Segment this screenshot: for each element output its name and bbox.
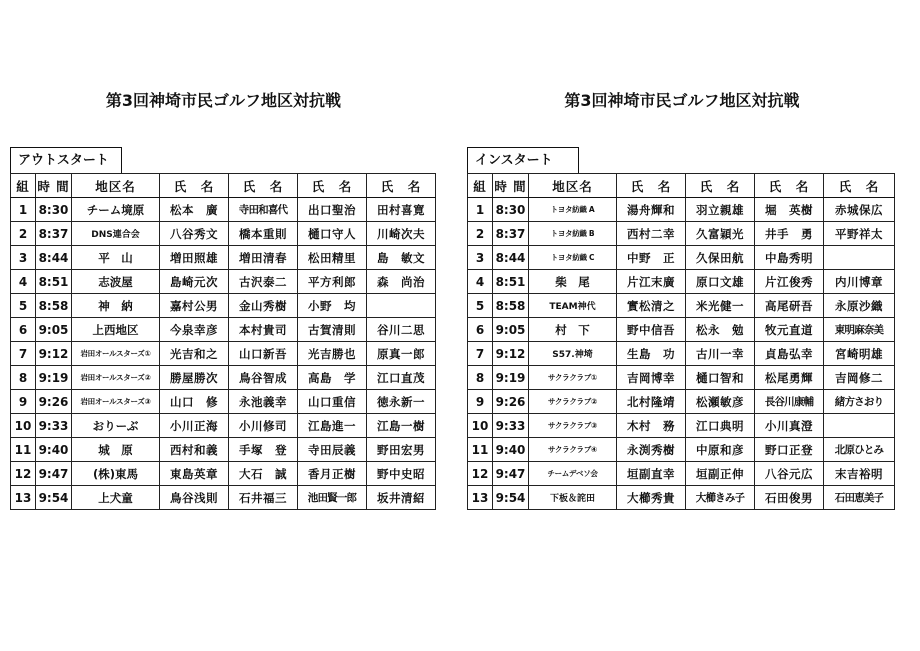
- player-name: 原口文雄: [686, 270, 755, 294]
- player-name: 野口正登: [755, 438, 824, 462]
- column-header: 氏 名: [824, 174, 895, 198]
- group-number: 1: [468, 198, 493, 222]
- schedule-table: [10, 173, 436, 510]
- start-time: 9:26: [493, 390, 529, 414]
- column-header: 氏 名: [755, 174, 824, 198]
- table-row: [468, 318, 895, 342]
- player-name: 永渕秀樹: [617, 438, 686, 462]
- start-time: 9:05: [36, 318, 72, 342]
- table-row: [468, 270, 895, 294]
- player-name: 羽立親雄: [686, 198, 755, 222]
- player-name: 野中信吾: [617, 318, 686, 342]
- player-name: 松本 廣: [160, 198, 229, 222]
- group-number: 12: [468, 462, 493, 486]
- player-name: 高尾研吾: [755, 294, 824, 318]
- table-row: [11, 366, 436, 390]
- group-number: 13: [468, 486, 493, 510]
- player-name: 永原沙織: [824, 294, 895, 318]
- player-name: 東島英章: [160, 462, 229, 486]
- group-number: 4: [468, 270, 493, 294]
- district-name: 柴 尾: [529, 270, 617, 294]
- player-name: 大櫛きみ子: [686, 486, 755, 510]
- start-time: 8:37: [36, 222, 72, 246]
- player-name: 徳永新一: [367, 390, 436, 414]
- table-row: [468, 294, 895, 318]
- player-name: 吉岡修二: [824, 366, 895, 390]
- table-row: [468, 198, 895, 222]
- player-name: 緒方さおり: [824, 390, 895, 414]
- player-name: 島 敏文: [367, 246, 436, 270]
- start-time: 9:19: [36, 366, 72, 390]
- group-number: 1: [11, 198, 36, 222]
- table-row: [11, 462, 436, 486]
- column-header: 氏 名: [160, 174, 229, 198]
- player-name: 實松清之: [617, 294, 686, 318]
- group-number: 6: [11, 318, 36, 342]
- table-row: [11, 486, 436, 510]
- player-name: 中原和彦: [686, 438, 755, 462]
- player-name: 鳥谷浅則: [160, 486, 229, 510]
- table-row: [468, 390, 895, 414]
- player-name: 山口 修: [160, 390, 229, 414]
- player-name: 井手 勇: [755, 222, 824, 246]
- player-name: 八谷秀文: [160, 222, 229, 246]
- player-name: 長谷川康輔: [755, 390, 824, 414]
- table-row: [468, 462, 895, 486]
- start-time: 9:33: [36, 414, 72, 438]
- player-name: 江口典明: [686, 414, 755, 438]
- table-row: [11, 414, 436, 438]
- start-time: 9:12: [36, 342, 72, 366]
- player-name: 生島 功: [617, 342, 686, 366]
- group-number: 10: [11, 414, 36, 438]
- table-row: [468, 438, 895, 462]
- table-row: [468, 414, 895, 438]
- district-name: DNS連合会: [72, 222, 160, 246]
- district-name: 岩田オールスターズ①: [72, 342, 160, 366]
- district-name: S57.神埼: [529, 342, 617, 366]
- district-name: 神 納: [72, 294, 160, 318]
- district-name: トヨタ紡織 A: [529, 198, 617, 222]
- group-number: 13: [11, 486, 36, 510]
- player-name: 貞島弘幸: [755, 342, 824, 366]
- player-name: 出口聖治: [298, 198, 367, 222]
- table-row: [468, 222, 895, 246]
- column-header: 氏 名: [229, 174, 298, 198]
- district-name: サクラクラブ③: [529, 414, 617, 438]
- player-name: [824, 414, 895, 438]
- player-name: 光吉勝也: [298, 342, 367, 366]
- start-time: 8:51: [36, 270, 72, 294]
- table-row: [11, 342, 436, 366]
- start-time: 9:33: [493, 414, 529, 438]
- district-name: サクラクラブ④: [529, 438, 617, 462]
- player-name: [824, 246, 895, 270]
- player-name: 光吉和之: [160, 342, 229, 366]
- player-name: 中島秀明: [755, 246, 824, 270]
- table-row: [11, 390, 436, 414]
- column-header: 時 間: [36, 174, 72, 198]
- group-number: 3: [468, 246, 493, 270]
- player-name: 石田恵美子: [824, 486, 895, 510]
- player-name: 小川正海: [160, 414, 229, 438]
- player-name: 米光健一: [686, 294, 755, 318]
- player-name: 石井福三: [229, 486, 298, 510]
- player-name: 谷川二思: [367, 318, 436, 342]
- table-row: [468, 246, 895, 270]
- start-time: 9:19: [493, 366, 529, 390]
- page-title: 第3回神埼市民ゴルフ地区対抗戦: [105, 91, 342, 110]
- player-name: 片江末廣: [617, 270, 686, 294]
- player-name: 坂井清紹: [367, 486, 436, 510]
- district-name: トヨタ紡織 C: [529, 246, 617, 270]
- table-row: [11, 222, 436, 246]
- player-name: 吉岡博幸: [617, 366, 686, 390]
- district-name: TEAM神代: [529, 294, 617, 318]
- player-name: 平方利郎: [298, 270, 367, 294]
- group-number: 7: [468, 342, 493, 366]
- player-name: 川崎次夫: [367, 222, 436, 246]
- player-name: 江島一樹: [367, 414, 436, 438]
- district-name: 村 下: [529, 318, 617, 342]
- player-name: 江口直茂: [367, 366, 436, 390]
- player-name: 宮崎明雄: [824, 342, 895, 366]
- player-name: 木村 務: [617, 414, 686, 438]
- player-name: 田村喜寛: [367, 198, 436, 222]
- group-number: 11: [11, 438, 36, 462]
- column-header: 氏 名: [617, 174, 686, 198]
- table-row: [11, 246, 436, 270]
- district-name: 岩田オールスターズ②: [72, 366, 160, 390]
- player-name: 松尾勇輝: [755, 366, 824, 390]
- player-name: 牧元直道: [755, 318, 824, 342]
- start-time: 9:47: [36, 462, 72, 486]
- group-number: 9: [468, 390, 493, 414]
- player-name: 永池義幸: [229, 390, 298, 414]
- start-time: 9:05: [493, 318, 529, 342]
- player-name: 山口新吾: [229, 342, 298, 366]
- player-name: 大石 誠: [229, 462, 298, 486]
- player-name: 古賀清則: [298, 318, 367, 342]
- schedule-table: [467, 173, 895, 510]
- start-time: 8:44: [493, 246, 529, 270]
- player-name: 片江俊秀: [755, 270, 824, 294]
- table-row: [11, 270, 436, 294]
- district-name: 上西地区: [72, 318, 160, 342]
- player-name: 赤城保広: [824, 198, 895, 222]
- group-number: 12: [11, 462, 36, 486]
- start-time: 9:54: [36, 486, 72, 510]
- district-name: 上犬童: [72, 486, 160, 510]
- player-name: 八谷元広: [755, 462, 824, 486]
- player-name: 平野祥太: [824, 222, 895, 246]
- start-time: 9:40: [493, 438, 529, 462]
- header-row: [11, 174, 436, 198]
- player-name: [367, 294, 436, 318]
- player-name: 垣副正伸: [686, 462, 755, 486]
- table-row: [11, 438, 436, 462]
- player-name: 嘉村公男: [160, 294, 229, 318]
- district-name: チーム境原: [72, 198, 160, 222]
- group-number: 5: [11, 294, 36, 318]
- start-time: 9:12: [493, 342, 529, 366]
- player-name: 西村和義: [160, 438, 229, 462]
- table-row: [468, 366, 895, 390]
- group-number: 11: [468, 438, 493, 462]
- player-name: 今泉幸彦: [160, 318, 229, 342]
- group-number: 9: [11, 390, 36, 414]
- start-time: 8:44: [36, 246, 72, 270]
- player-name: 松永 勉: [686, 318, 755, 342]
- course-label: アウトスタート: [10, 147, 122, 173]
- district-name: おりーぶ: [72, 414, 160, 438]
- player-name: 北村隆靖: [617, 390, 686, 414]
- player-name: 小野 均: [298, 294, 367, 318]
- start-time: 9:26: [36, 390, 72, 414]
- player-name: 樋口守人: [298, 222, 367, 246]
- column-header: 組: [468, 174, 493, 198]
- table-row: [468, 342, 895, 366]
- start-time: 8:30: [493, 198, 529, 222]
- group-number: 2: [11, 222, 36, 246]
- player-name: 鳥谷智成: [229, 366, 298, 390]
- player-name: 増田清春: [229, 246, 298, 270]
- column-header: 氏 名: [298, 174, 367, 198]
- column-header: 地区名: [529, 174, 617, 198]
- district-name: (株)東馬: [72, 462, 160, 486]
- group-number: 5: [468, 294, 493, 318]
- start-time: 8:51: [493, 270, 529, 294]
- start-time: 8:30: [36, 198, 72, 222]
- player-name: 島崎元次: [160, 270, 229, 294]
- district-name: 岩田オールスターズ③: [72, 390, 160, 414]
- player-name: 久保田航: [686, 246, 755, 270]
- group-number: 7: [11, 342, 36, 366]
- page-title: 第3回神埼市民ゴルフ地区対抗戦: [564, 91, 800, 110]
- player-name: 北原ひとみ: [824, 438, 895, 462]
- group-number: 3: [11, 246, 36, 270]
- player-name: 原真一郎: [367, 342, 436, 366]
- player-name: 樋口智和: [686, 366, 755, 390]
- district-name: 志波屋: [72, 270, 160, 294]
- player-name: 池田賢一郎: [298, 486, 367, 510]
- column-header: 地区名: [72, 174, 160, 198]
- player-name: 久富穎光: [686, 222, 755, 246]
- player-name: 湯舟輝和: [617, 198, 686, 222]
- group-number: 8: [468, 366, 493, 390]
- player-name: 大櫛秀貴: [617, 486, 686, 510]
- player-name: 増田照雄: [160, 246, 229, 270]
- table-row: [11, 198, 436, 222]
- start-time: 8:37: [493, 222, 529, 246]
- player-name: 高島 学: [298, 366, 367, 390]
- start-time: 8:58: [36, 294, 72, 318]
- column-header: 時 間: [493, 174, 529, 198]
- player-name: 香月正樹: [298, 462, 367, 486]
- player-name: 堀 英樹: [755, 198, 824, 222]
- group-number: 2: [468, 222, 493, 246]
- district-name: サクラクラブ①: [529, 366, 617, 390]
- district-name: 下板＆詫田: [529, 486, 617, 510]
- start-time: 9:47: [493, 462, 529, 486]
- table-row: [468, 486, 895, 510]
- district-name: トヨタ紡織 B: [529, 222, 617, 246]
- player-name: 本村貴司: [229, 318, 298, 342]
- header-row: [468, 174, 895, 198]
- player-name: 手塚 登: [229, 438, 298, 462]
- player-name: 寺田和喜代: [229, 198, 298, 222]
- player-name: 小川修司: [229, 414, 298, 438]
- district-name: チームデベソ会: [529, 462, 617, 486]
- player-name: 中野 正: [617, 246, 686, 270]
- player-name: 内川博章: [824, 270, 895, 294]
- column-header: 氏 名: [367, 174, 436, 198]
- player-name: 松田精里: [298, 246, 367, 270]
- player-name: 垣副直幸: [617, 462, 686, 486]
- player-name: 東明麻奈美: [824, 318, 895, 342]
- district-name: 城 原: [72, 438, 160, 462]
- player-name: 橋本重則: [229, 222, 298, 246]
- group-number: 8: [11, 366, 36, 390]
- player-name: 山口重信: [298, 390, 367, 414]
- player-name: 野中史昭: [367, 462, 436, 486]
- course-label: インスタート: [467, 147, 579, 173]
- group-number: 6: [468, 318, 493, 342]
- player-name: 森 尚治: [367, 270, 436, 294]
- player-name: 寺田辰義: [298, 438, 367, 462]
- player-name: 野田宏男: [367, 438, 436, 462]
- column-header: 氏 名: [686, 174, 755, 198]
- player-name: 勝屋勝次: [160, 366, 229, 390]
- column-header: 組: [11, 174, 36, 198]
- table-row: [11, 318, 436, 342]
- player-name: 金山秀樹: [229, 294, 298, 318]
- start-time: 9:40: [36, 438, 72, 462]
- group-number: 4: [11, 270, 36, 294]
- district-name: 平 山: [72, 246, 160, 270]
- player-name: 石田俊男: [755, 486, 824, 510]
- player-name: 江島進一: [298, 414, 367, 438]
- player-name: 末吉裕明: [824, 462, 895, 486]
- player-name: 小川真澄: [755, 414, 824, 438]
- player-name: 古沢泰二: [229, 270, 298, 294]
- table-row: [11, 294, 436, 318]
- group-number: 10: [468, 414, 493, 438]
- player-name: 西村二幸: [617, 222, 686, 246]
- start-time: 8:58: [493, 294, 529, 318]
- player-name: 古川一幸: [686, 342, 755, 366]
- player-name: 松瀬敏彦: [686, 390, 755, 414]
- start-time: 9:54: [493, 486, 529, 510]
- district-name: サクラクラブ②: [529, 390, 617, 414]
